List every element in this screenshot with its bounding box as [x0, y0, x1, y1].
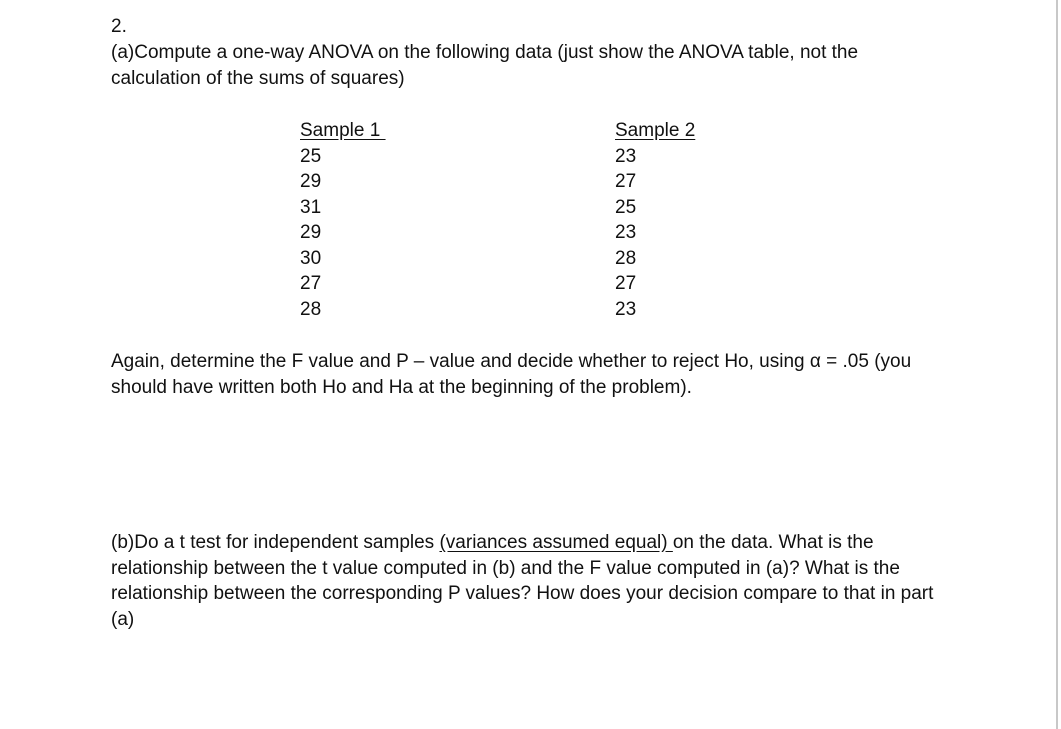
sample-1-value: 30 [300, 247, 322, 269]
sample-1-column [300, 118, 440, 322]
sample-2-value: 27 [615, 273, 637, 294]
part-b-text-end: on the data. What is the relationship between the t value computed in (b) and the F value computed in (a)? What is the relationship between the corresponding P values? How does your decision compare to that in part (a) [111, 532, 934, 630]
sample-1-value: 31 [300, 196, 322, 218]
sample-2-header: Sample 2 [615, 120, 696, 141]
page-edge-line [1056, 0, 1058, 729]
sample-1-header: Sample 1 [300, 120, 386, 141]
sample-2-column [615, 118, 755, 322]
sample-1-value: 29 [300, 171, 322, 192]
sample-1-value: 29 [300, 222, 322, 243]
sample-2-value: 28 [615, 247, 637, 269]
part-a-instructions: (a)Compute a one-way ANOVA on the following data (just show the ANOVA table, not the calculation of the sums of squares) [111, 42, 859, 89]
sample-1-value: 27 [300, 273, 322, 294]
part-b-instructions [111, 530, 951, 632]
part-b-underlined-phrase: (variances assumed equal) [439, 532, 673, 553]
sample-2-value: 23 [615, 145, 637, 167]
part-b-text-start: (b)Do a t test for independent samples [111, 532, 440, 553]
problem-number: 2. [111, 16, 127, 37]
sample-2-value: 25 [615, 196, 637, 218]
sample-2-value: 27 [615, 171, 637, 192]
sample-1-value: 28 [300, 298, 322, 320]
sample-1-value: 25 [300, 145, 322, 167]
sample-2-value: 23 [615, 222, 637, 243]
sample-2-value: 23 [615, 298, 637, 320]
part-a-followup: Again, determine the F value and P – value and decide whether to reject Ho, using α = .05 (you should have written both Ho and Ha at the beginning of the problem). [111, 351, 912, 398]
